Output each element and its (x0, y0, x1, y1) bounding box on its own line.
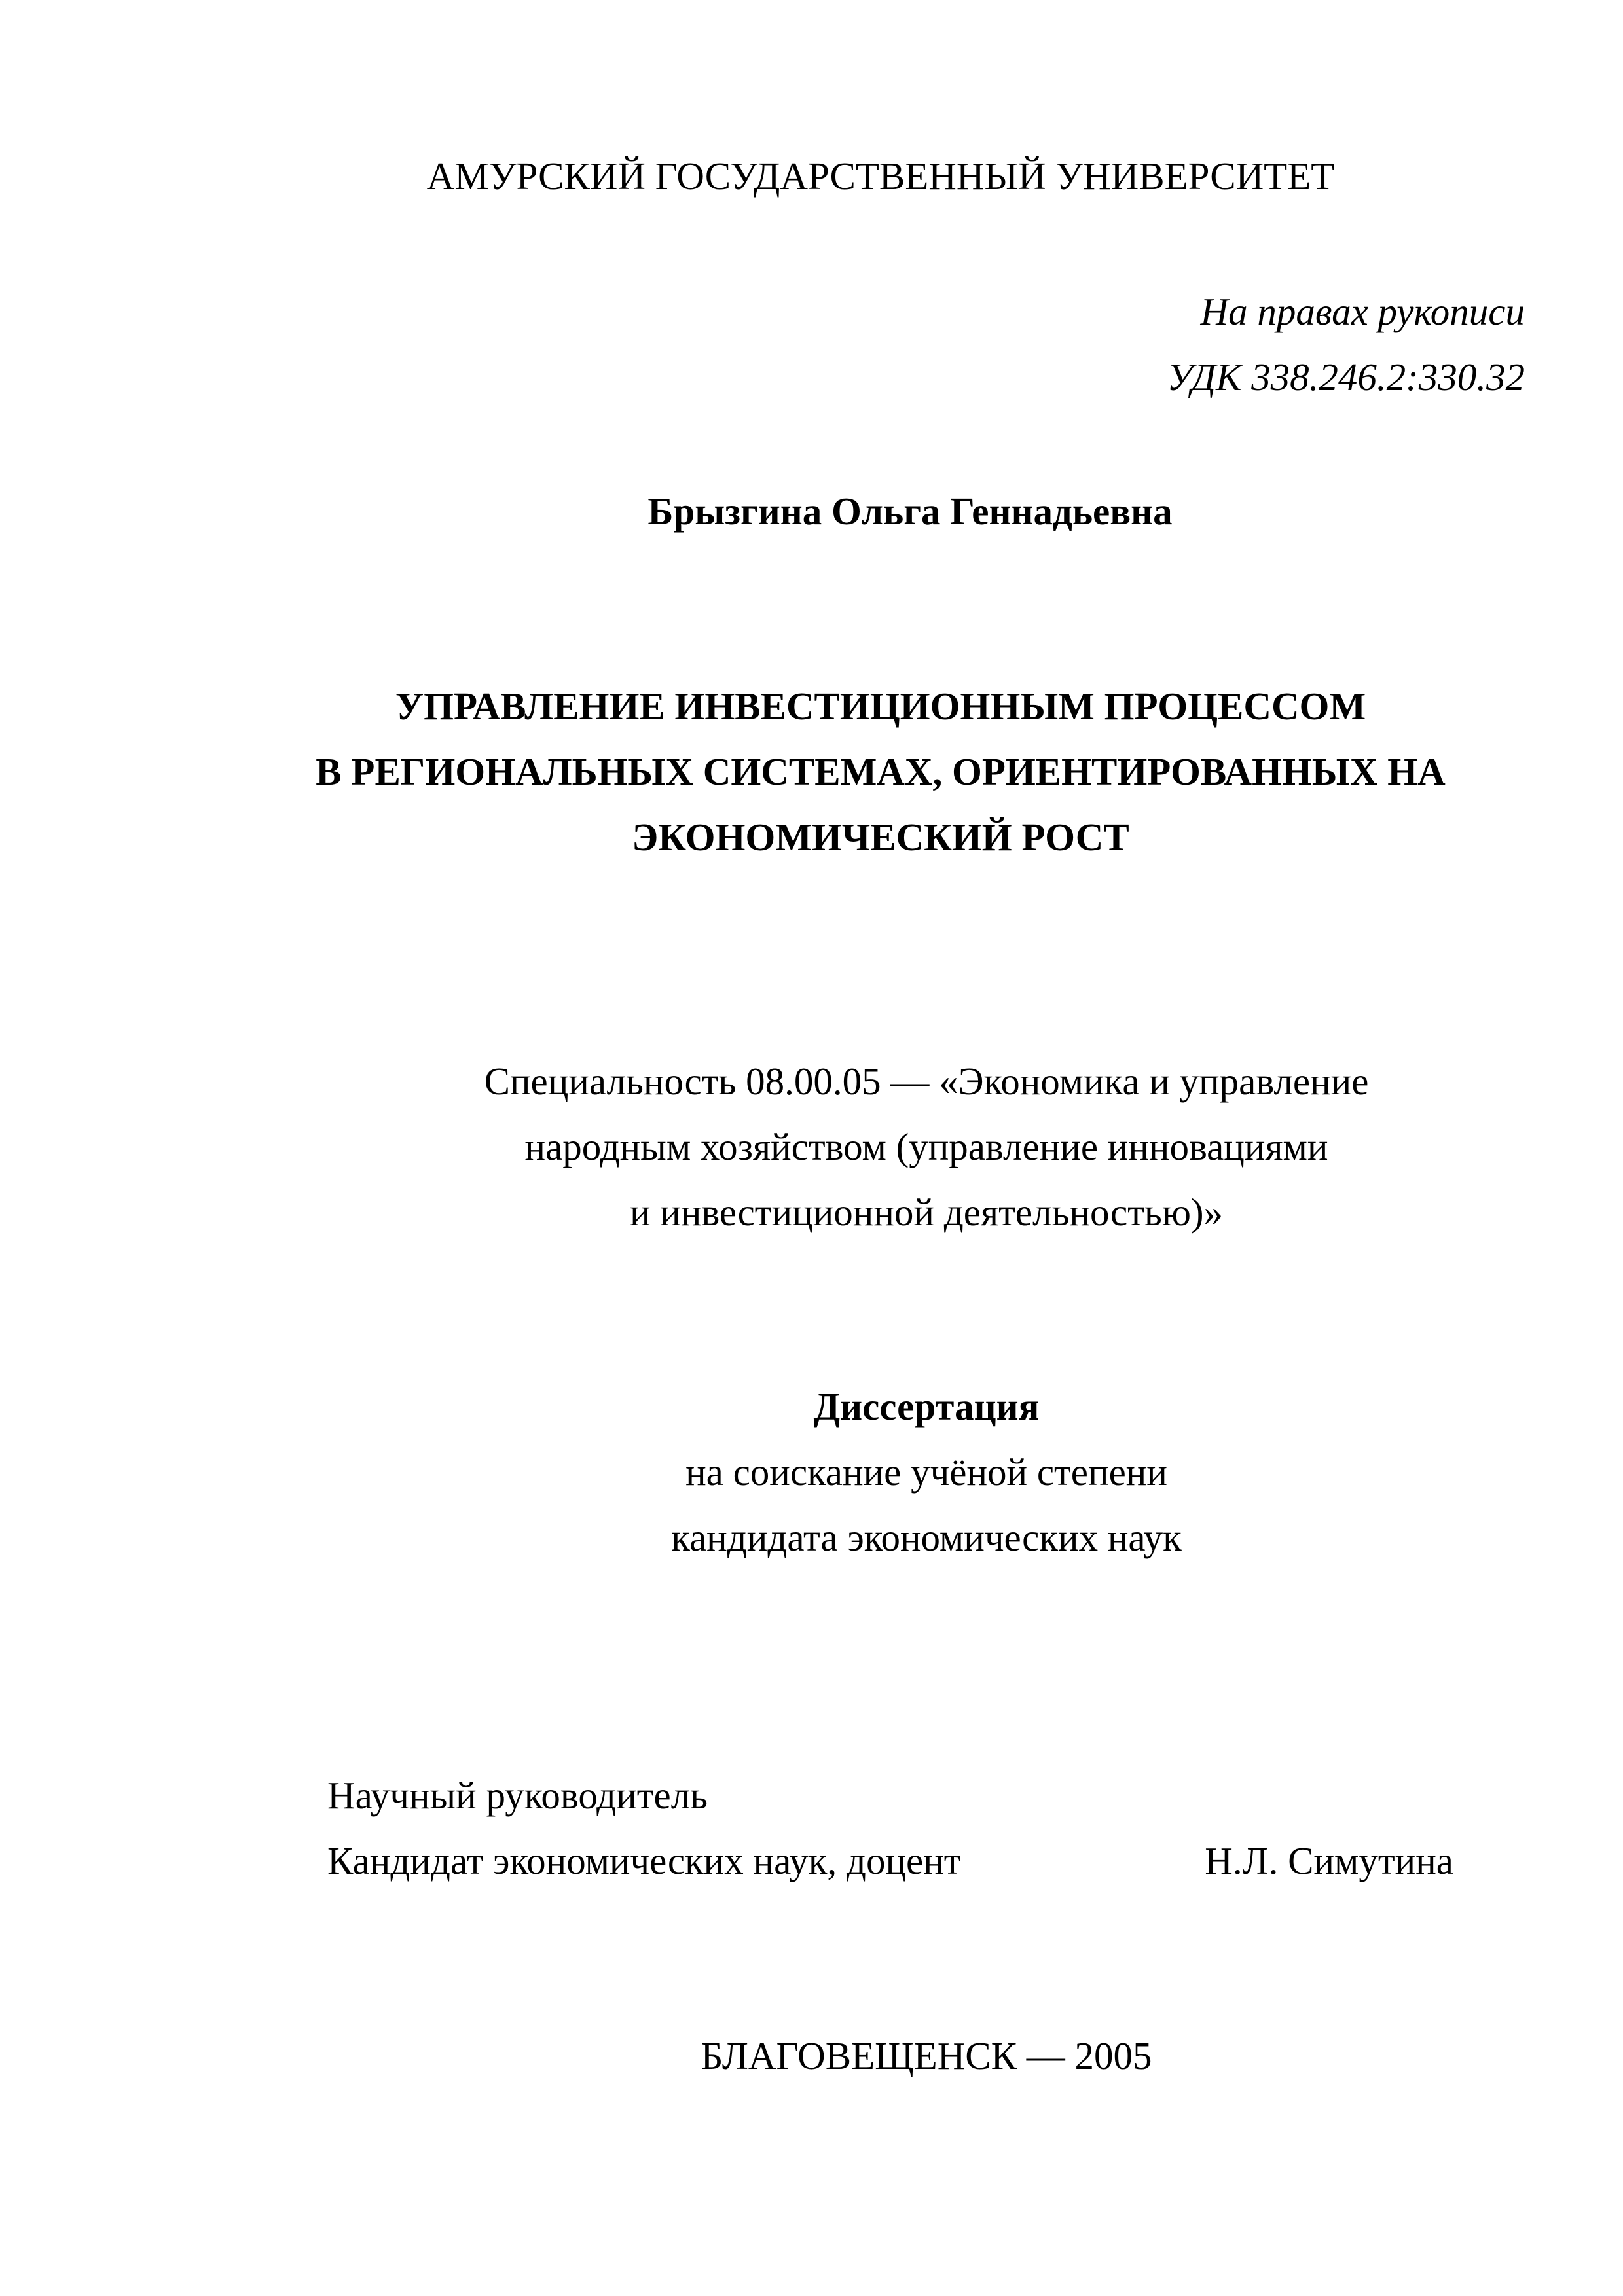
author-name: Брызгина Ольга Геннадьевна (647, 490, 1173, 533)
supervisor-label: Научный руководитель (327, 1774, 708, 1817)
city-year: БЛАГОВЕЩЕНСК — 2005 (701, 2034, 1152, 2077)
university-name: АМУРСКИЙ ГОСУДАРСТВЕННЫЙ УНИВЕРСИТЕТ (426, 154, 1335, 198)
supervisor-title: Кандидат экономических наук, доцент (327, 1839, 961, 1882)
degree-line: на соискание учёной степени (685, 1450, 1167, 1494)
degree-line: кандидата экономических наук (671, 1516, 1182, 1559)
udk-code: УДК 338.246.2:330.32 (1167, 355, 1525, 399)
specialty-line: и инвестиционной деятельностью)» (629, 1191, 1224, 1234)
manuscript-note: На правах рукописи (1200, 290, 1525, 333)
specialty-line: народным хозяйством (управление инновациями (524, 1125, 1328, 1168)
title-line: ЭКОНОМИЧЕСКИЙ РОСТ (632, 816, 1129, 859)
title-line: В РЕГИОНАЛЬНЫХ СИСТЕМАХ, ОРИЕНТИРОВАННЫХ НА (316, 750, 1446, 793)
dissertation-label: Диссертация (813, 1385, 1040, 1428)
specialty-line: Специальность 08.00.05 — «Экономика и управление (484, 1060, 1369, 1103)
title-line: УПРАВЛЕНИЕ ИНВЕСТИЦИОННЫМ ПРОЦЕССОМ (395, 685, 1366, 728)
supervisor-name: Н.Л. Симутина (1205, 1839, 1453, 1882)
